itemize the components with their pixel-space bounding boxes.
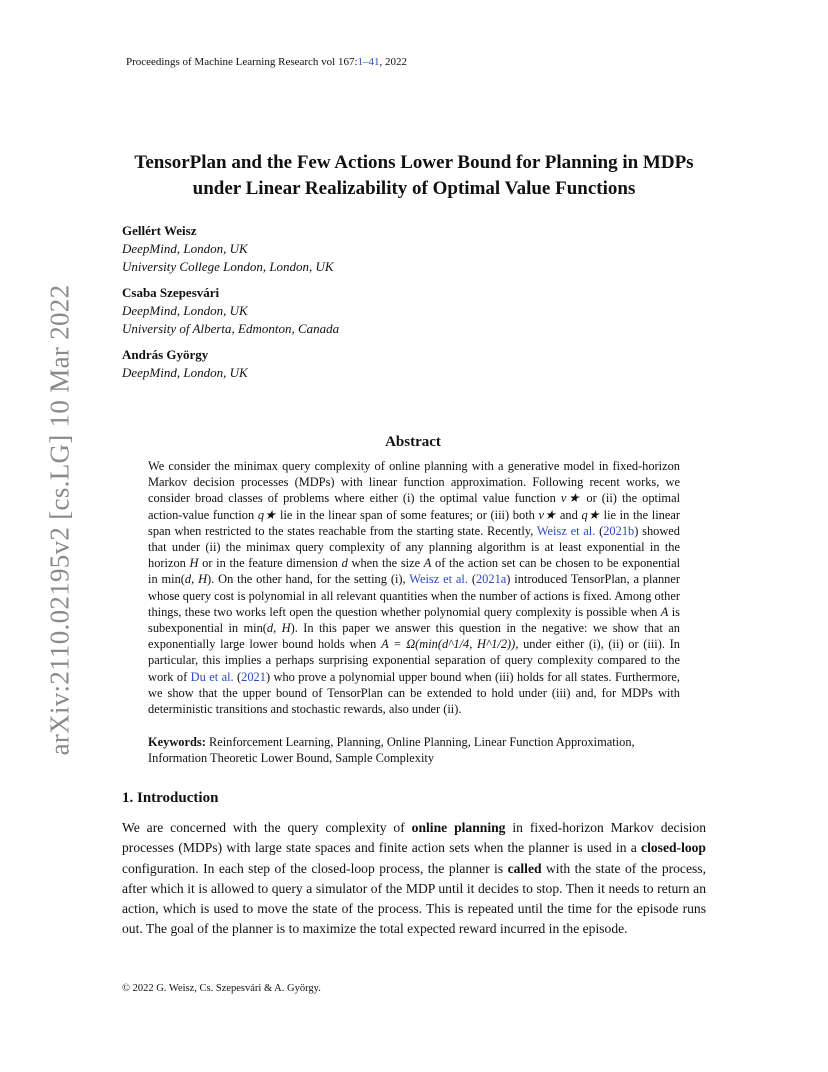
arxiv-watermark: arXiv:2110.02195v2 [cs.LG] 10 Mar 2022 — [44, 284, 75, 756]
author-affiliation: DeepMind, London, UK — [122, 365, 248, 380]
author-3 — [122, 346, 339, 382]
keywords-label: Keywords: — [148, 735, 206, 749]
author-block — [122, 222, 339, 390]
author-2 — [122, 284, 339, 338]
keywords — [148, 734, 680, 766]
introduction-paragraph: We are concerned with the query complexity of online planning in fixed-horizon Markov decision processes (MDPs) with large state spaces and finite action sets when the planner is used in a closed-loop configuration. In each step of the closed-loop process, the planner is called with the state of the process, after which it is allowed to query a simulator of the MDP until it decides to stop. Then it needs to return an action, which is used to move the state of the process. This is repeated until the time for the episode runs out. The goal of the planner is to maximize the total expected reward incurred in the episode. — [122, 820, 706, 937]
author-affiliation: University of Alberta, Edmonton, Canada — [122, 321, 340, 336]
keywords-list: Reinforcement Learning, Planning, Online Planning, Linear Function Approximation, Information Theoretic Lower Bound, Sample Complexity — [148, 735, 635, 766]
author-name: Csaba Szepesvári — [122, 285, 220, 300]
author-name: Gellért Weisz — [122, 223, 197, 238]
author-1 — [122, 222, 339, 276]
citation-year-link[interactable]: 2021 — [241, 669, 266, 684]
math-formula: A = Ω(min(d^1/4, H^1/2)) — [381, 637, 516, 652]
title-line-1: TensorPlan and the Few Actions Lower Bound for Planning in MDPs — [134, 152, 694, 173]
citation-year-link[interactable]: 2021a — [475, 572, 507, 587]
author-affiliation: DeepMind, London, UK — [122, 241, 248, 256]
author-affiliation: University College London, London, UK — [122, 259, 334, 274]
section-heading: 1. Introduction — [122, 790, 219, 806]
header-year: , 2022 — [379, 56, 408, 68]
title-line-2: under Linear Realizability of Optimal Value Functions — [192, 178, 636, 199]
paper-title — [100, 150, 728, 202]
pages-link[interactable]: 1–41 — [357, 56, 380, 68]
author-affiliation: DeepMind, London, UK — [122, 303, 248, 318]
citation-link[interactable]: Weisz et al. — [409, 572, 468, 587]
abstract-heading: Abstract — [385, 434, 441, 450]
citation-link[interactable]: Weisz et al. — [536, 523, 596, 538]
running-header — [126, 56, 407, 68]
author-name: András György — [122, 347, 209, 362]
abstract-text: We consider the minimax query complexity of online planning with a generative model in fixed-horizon Markov decision processes (MDPs) with linear function approximation. Following recent works, we consider broad classes of problems where either (i) the optimal value function v★ or (ii) the optimal action-value function q★ lie in the linear span of some features; or (iii) both v★ and q★ lie in the linear span when restricted to the states reachable from the starting state. Recently, Weisz et al. (2021b) showed that under (ii) the minimax query complexity of any planning algorithm is at least exponential in the horizon H or in the feature dimension d when the size A of the action set can be chosen to be exponential in min(d, H). On the other hand, for the setting (i), Weisz et al. (2021a) introduced TensorPlan, a planner whose query cost is polynomial in all relevant quantities when the number of actions is fixed. Among other things, these two works left open the question whether polynomial query complexity is possible when A is subexponential in min(d, H). In this paper we answer this question in the negative: we show that an exponentially large lower bound holds when A = Ω(min(d^1/4, H^1/2)), under either (i), (ii) or (iii). In particular, this implies a perhaps surprising exponential separation of query complexity compared to the work of Du et al. (2021) who prove a polynomial upper bound when (iii) holds for all states. Furthermore, we show that the upper bound of TensorPlan can be extended to hold under (iii) and, for MDPs with deterministic transitions and stochastic rewards, also under (ii). — [148, 459, 681, 717]
copyright-footer: © 2022 G. Weisz, Cs. Szepesvári & A. György. — [122, 983, 321, 994]
citation-year-link[interactable]: 2021b — [603, 523, 635, 538]
citation-link[interactable]: Du et al. — [190, 669, 234, 684]
header-venue: Proceedings of Machine Learning Research vol 167: — [126, 56, 358, 68]
